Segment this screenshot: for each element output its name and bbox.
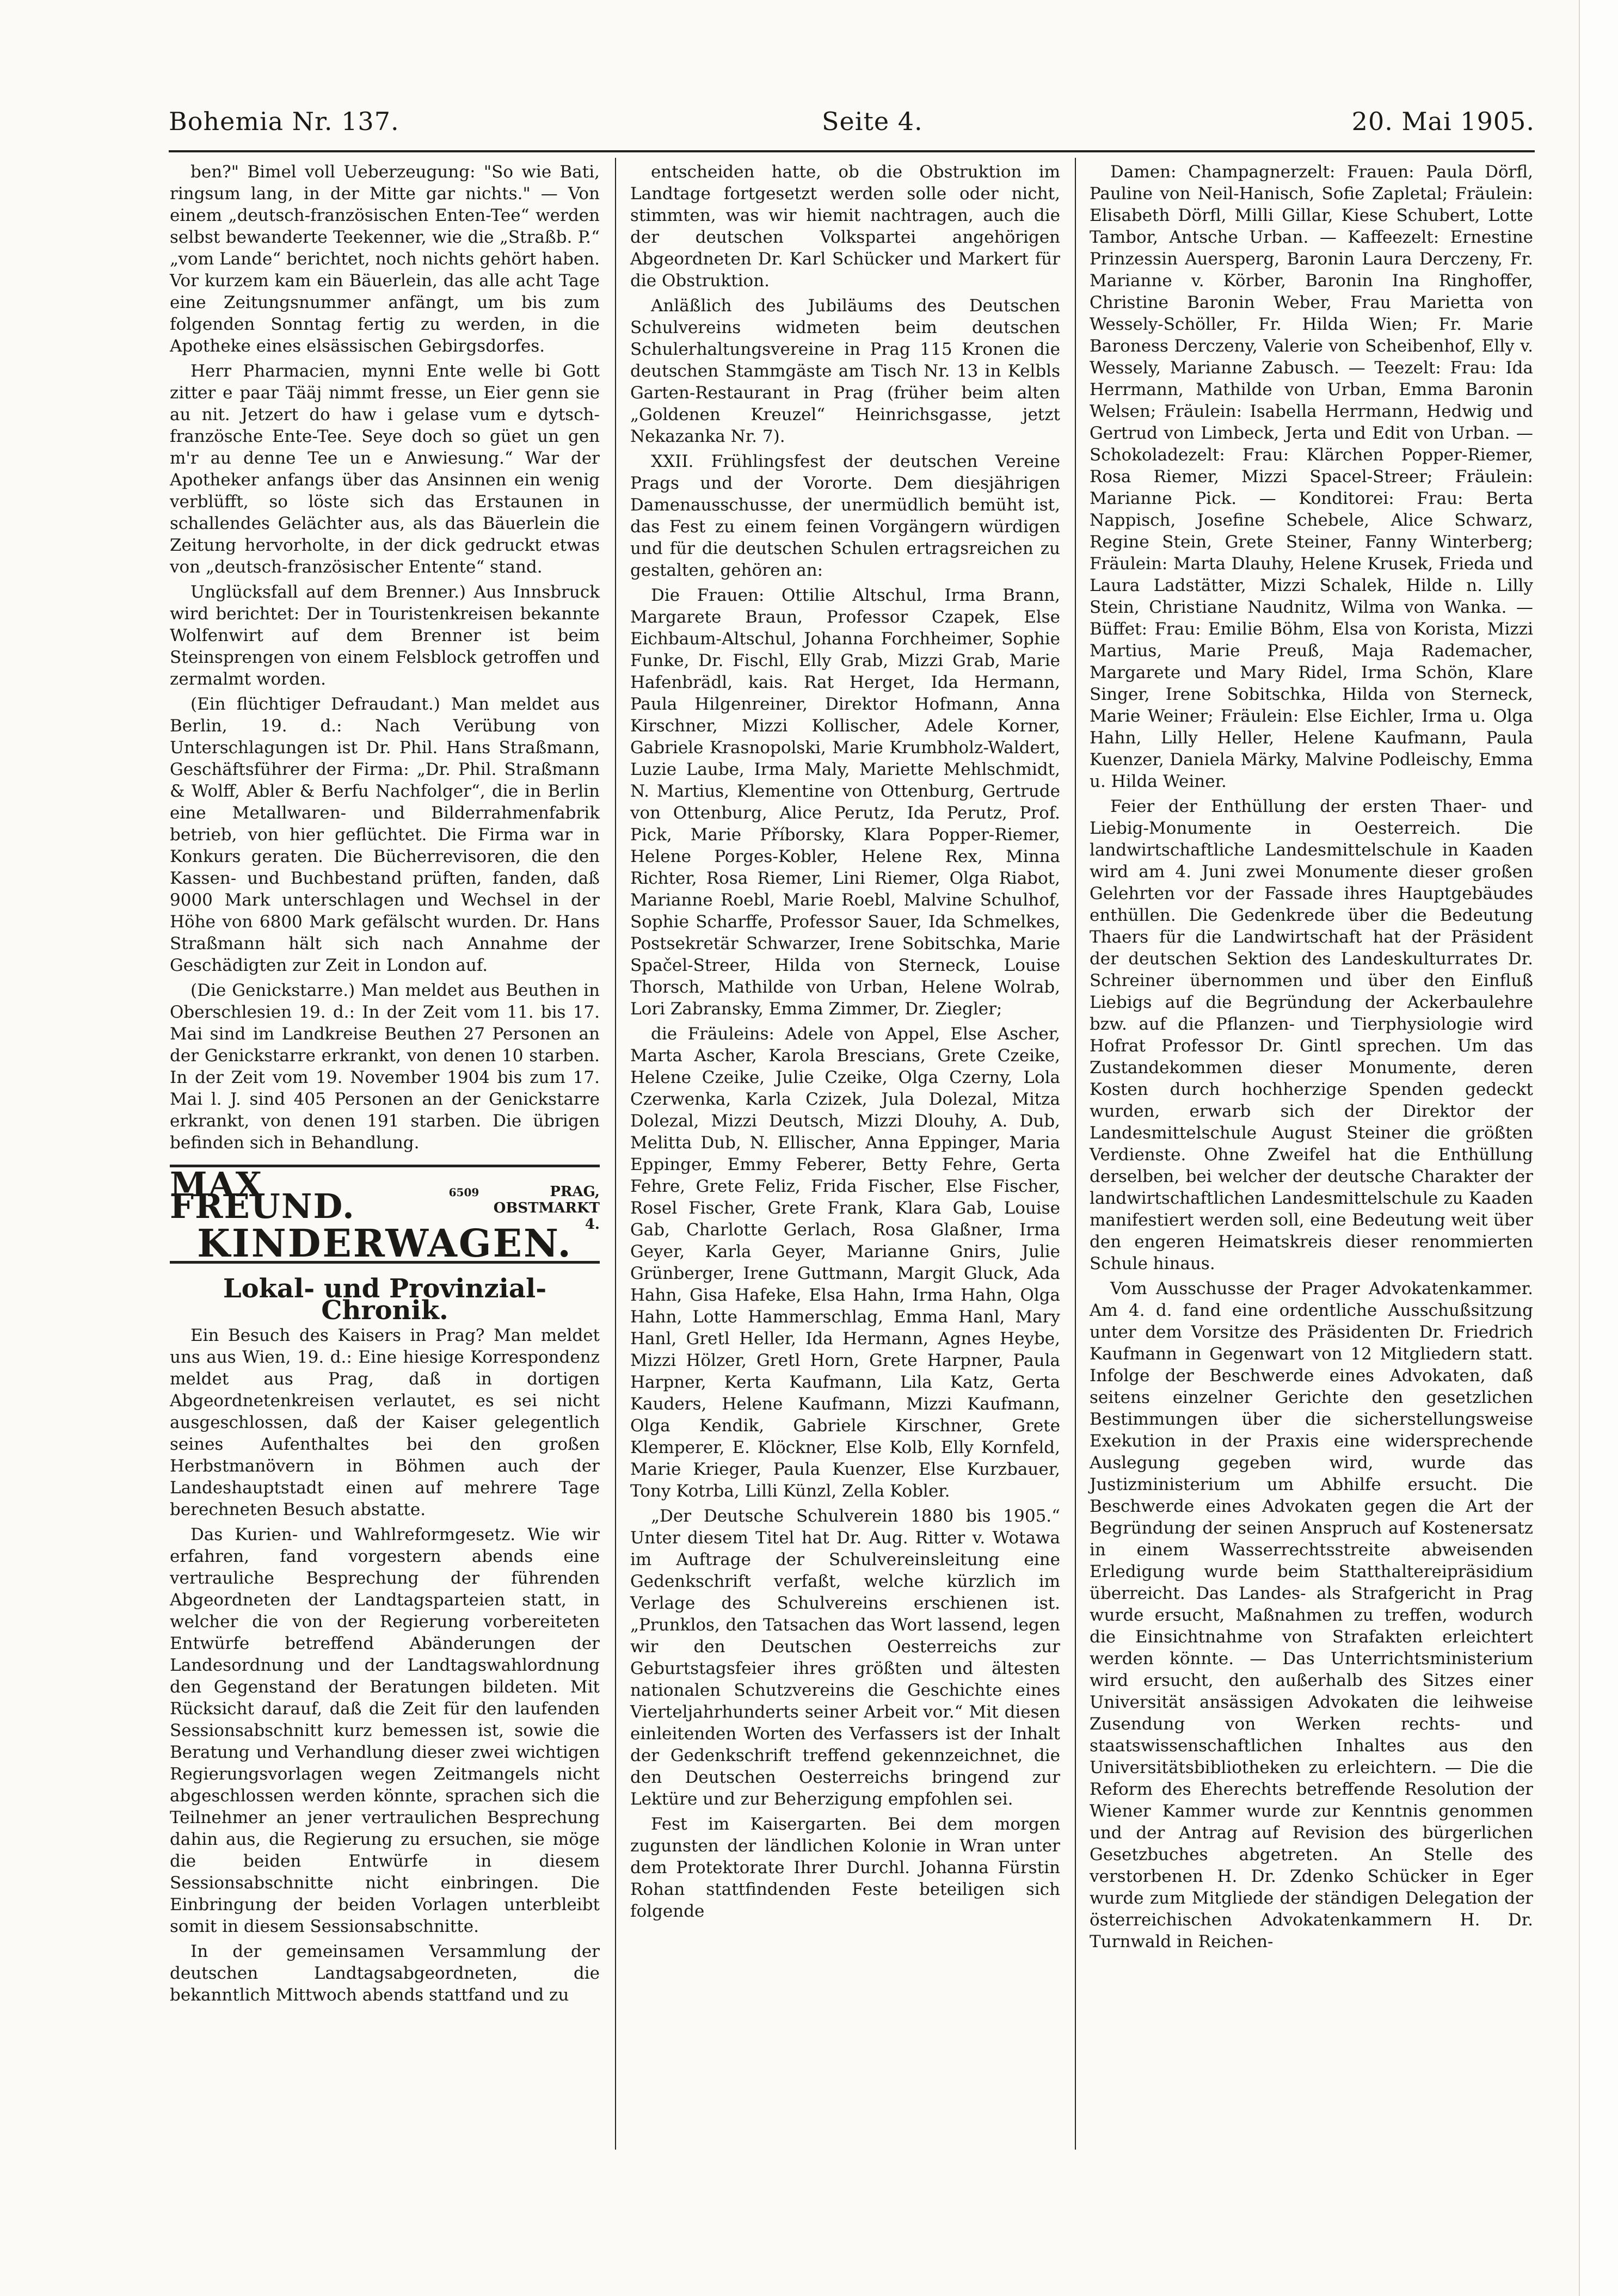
article-wahlreform: Das Kurien- und Wahlreformgesetz. Wie wir erfahren, fand vorgestern abends eine vertrauliche Besprechung der führenden Abgeordneten der Landtagsparteien statt, in welcher die von der Regierung vorbereiteten Entwürfe betreffend Abänderungen der Landesordnung und der Landtagswahlordnung den Gegenstand der Beratungen bildeten. Mit Rücksicht darauf, daß die Zeit für den laufenden Sessionsabschnitt kurz bemessen ist, sowie die Beratung und Verhandlung dieser zwei wichtigen Regierungsvorlagen wegen Zeitmangels nicht abgeschlossen werden könnte, sprachen sich die Teilnehmer an jener vertraulichen Besprechung dahin aus, die Regierung zu ersuchen, sie möge die beiden Entwürfe in diesem Sessionsabschnitte nicht einbringen. Die Einbringung der beiden Vorlagen unterbleibt somit in diesem Sessionsabschnitte. [170,1525,600,1936]
ad-address-line-2: OBSTMARKT 4. [493,1200,600,1233]
article-defraudant: (Ein flüchtiger Defraudant.) Man meldet aus Berlin, 19. d.: Nach Verübung von Unterschlagungen ist Dr. Phil. Hans Straßmann, Geschäftsführer der Firma: „Dr. Phil. Straßmann & Wolff, Abler & Berfu Nachfolger“, die in Berlin eine Metallwaren- und Bilderrahmenfabrik betrieb, von hier geflüchtet. Die Firma war in Konkurs geraten. Die Bücherrevisoren, die den Kassen- und Buchbestand prüften, fanden, daß 9000 Mark unterschlagen und Wechsel in der Höhe von 6800 Mark gefälscht wurden. Dr. Hans Straßmann hält sich nach Annahme der Geschädigten zur Zeit in London auf. [170,694,600,975]
article-schulverein: „Der Deutsche Schulverein 1880 bis 1905.“ Unter diesem Titel hat Dr. Aug. Ritter v. Wotawa im Auftrage der Schulvereinsleitung eine Gedenkschrift verfaßt, welche kürzlich im Verlage des Schulvereins erschienen ist. „Prunklos, den Tatsachen das Wort lassend, legen wir den Deutschen Oesterreichs zur Geburtstagsfeier ihres größten und ältesten nationalen Schutzvereins die Geschichte eines Vierteljahrhunderts seiner Arbeit vor.“ Mit diesen einleitenden Worten des Verfassers ist der Inhalt der Gedenkschrift treffend gekennzeichnet, die den Deutschen Oesterreichs bringend zur Lektüre und zur Beherzigung empfohlen sei. [630,1506,1060,1809]
list-fraeuleins: die Fräuleins: Adele von Appel, Else Ascher, Marta Ascher, Karola Brescians, Grete Czeike, Helene Czeike, Julie Czeike, Olga Czerny, Lola Czerwenka, Karla Czizek, Jula Dolezal, Mitza Dolezal, Mizzi Deutsch, Mizzi Dlouhy, A. Dub, Melitta Dub, N. Ellischer, Anna Eppinger, Maria Eppinger, Emmy Feberer, Betty Fehre, Gerta Fehre, Grete Feliz, Frida Fischer, Else Fischer, Rosel Fischer, Grete Frank, Klara Gab, Louise Gab, Charlotte Gerlach, Rosa Glaßner, Irma Geyer, Karla Geyer, Marianne Gnirs, Julie Grünberger, Irene Guttmann, Margit Gluck, Ada Hahn, Gisa Hafeke, Elsa Hahn, Irma Hahn, Olga Hahn, Lotte Hammerschlag, Emma Hanl, Mary Hanl, Gretl Heller, Ida Hermann, Agnes Heybe, Mizzi Hölzer, Gretl Horn, Grete Harpner, Paula Harpner, Kerta Kaufmann, Lila Katz, Gerta Kauders, Helene Kaufmann, Mizzi Kaufmann, Olga Kendik, Gabriele Kirschner, Grete Klemperer, E. Klöckner, Else Kolb, Elly Kornfeld, Marie Krieger, Paula Kuenzer, Else Kurzbauer, Tony Kotrba, Lilli Künzl, Zella Kobler. [630,1024,1060,1501]
page-header [169,107,1535,145]
page-edge [1579,0,1618,2296]
ad-company-name: MAX FREUND. [170,1165,355,1226]
section-title: Lokal- und Provinzial-Chronik. [223,1273,547,1326]
ad-number: 6509 [448,1186,479,1199]
newspaper-issue: Bohemia Nr. 137. [169,107,399,136]
header-rule [169,150,1535,152]
list-frauen: Die Frauen: Ottilie Altschul, Irma Brann, Margarete Braun, Professor Czapek, Else Eichbaum-Altschul, Johanna Forchheimer, Sophie Funke, Dr. Fischl, Elly Grab, Mizzi Grab, Marie Hafenbrädl, kais. Rat Herget, Ida Hermann, Paula Hilgenreiner, Direktor Hofmann, Anna Kirschner, Mizzi Kollischer, Adele Korner, Gabriele Krasnopolski, Marie Krumbholz-Waldert, Luzie Laube, Irma Maly, Mariette Mehlschmidt, N. Martius, Klementine von Ottenburg, Gertrude von Ottenburg, Alice Perutz, Ida Perutz, Prof. Pick, Marie Příborsky, Klara Popper-Riemer, Helene Porges-Kobler, Helene Rex, Minna Richter, Rosa Riemer, Lini Riemer, Olga Riabot, Marianne Roebl, Marie Roebl, Malvine Schulhof, Sophie Scharffe, Professor Sauer, Ida Schmelkes, Postsekretär Schwarzer, Irene Sobitschka, Marie Spačel-Streer, Hilda von Sterneck, Louise Thorsch, Mathilde von Urban, Helene Wolrab, Lori Zabransky, Emma Zimmer, Dr. Ziegler; [630,586,1060,1019]
column-rule-1 [615,158,616,2150]
article-advokatenkammer: Vom Ausschusse der Prager Advokatenkammer. Am 4. d. fand eine ordentliche Ausschußsitzung unter dem Vorsitze des Präsidenten Dr. Friedrich Kaufmann in Gegenwart von 12 Mitgliedern statt. Infolge der Beschwerde eines Advokaten, daß seitens einzelner Gerichte den gesetzlichen Bestimmungen über die sicherstellungsweise Exekution in der Praxis eine widersprechende Auslegung gegeben wird, wurde das Justizministerium um Abhilfe ersucht. Die Beschwerde eines Advokaten gegen die Art der Begründung der seinen Anspruch auf Kostenersatz in einem Wasserrechtsstreite abweisenden Erledigung wurde beim Statthaltereipräsidium überreicht. Das Landes- als Strafgericht in Prag wurde ersucht, Maßnahmen zu treffen, wodurch die Einsichtnahme von Strafakten erleichtert werden könnte. — Das Unterrichtsministerium wird ersucht, den außerhalb des Sitzes einer Universität ansässigen Advokaten die leihweise Zusendung von Werken rechts- und staatswissenschaftlichen Inhaltes aus den Universitätsbibliotheken zu erleichtern. — Die die Reform des Eherechts betreffende Resolution der Wiener Kammer wurde zur Kenntnis genommen und der Antrag auf Revision des bürgerlichen Gesetzbuches abgetreten. An Stelle des verstorbenen H. Dr. Zdenko Schücker in Eger wurde zum Mitgliede der ständigen Delegation der österreichischen Advokatenkammern H. Dr. Turnwald in Reichen- [1090,1279,1533,1952]
article-kaisergarten: Fest im Kaisergarten. Bei dem morgen zugunsten der ländlichen Kolonie in Wran unter dem Protektorate Ihrer Durchl. Johanna Fürstin Rohan stattfindenden Feste beteiligen sich folgende [630,1814,1060,1921]
article-kaiser-visit: Ein Besuch des Kaisers in Prag? Man meldet uns aus Wien, 19. d.: Eine hiesige Korrespondenz meldet aus Prag, daß in dortigen Abgeordnetenkreisen verlautet, es sei nicht ausgeschlossen, daß der Kaiser gelegentlich seines Aufenthaltes bei den großen Herbstmanövern in Böhmen auch der Landeshauptstadt einen auf mehrere Tage berechneten Besuch abstatte. [170,1326,600,1519]
column-rule-2 [1075,158,1076,2150]
article-paragraph: Herr Pharmacien, mynni Ente welle bi Gott zitter e paar Tääj nimmt fresse, un Eier genn sie au nit. Jetzert do haw i gelase vum e dytsch-französche Ente-Tee. Seye doch so güet un gen m'r au denne Tee un e Anwiesung.“ War der Apotheker anfangs über das Ansinnen ein wenig verblüfft, so löste sich das Erstaunen in schallendes Gelächter aus, als das Bäuerlein die Zeitung hervorholte, in der dick gedruckt etwas von „deutsch-französischer Entente“ stand. [170,361,600,577]
article-thaer-liebig: Feier der Enthüllung der ersten Thaer- und Liebig-Monumente in Oesterreich. Die landwirtschaftliche Landesmittelschule in Kaaden wird am 4. Juni zwei Monumente dieser großen Gelehrten vor der Fassade ihres Hauptgebäudes enthüllen. Die Gedenkrede über die Bedeutung Thaers für die Landwirtschaft hat der Präsident der deutschen Sektion des Landeskulturrates Dr. Schreiner übernommen und über den Einfluß Liebigs auf die Begründung der Ackerbaulehre bzw. auf die Pflanzen- und Tierphysiologie wird Hofrat Professor Dr. Gintl sprechen. Um das Zustandekommen dieser Monumente, deren Kosten durch hochherzige Spenden gedeckt wurden, erwarb sich der Direktor der Landesmittelschule August Steiner die größten Verdienste. Ohne Zweifel hat die Enthüllung derselben, bei welcher der deutsche Charakter der landwirtschaftlichen Landesmittelschule zu Kaaden manifestiert werden soll, eine Bedeutung weit über den engeren Heimatskreis dieser renommierten Schule hinaus. [1090,797,1533,1273]
article-fruehlingsfest: XXII. Frühlingsfest der deutschen Vereine Prags und der Vororte. Dem diesjährigen Damenausschusse, der unermüdlich bemüht ist, das Fest zu einem feinen Vorgängern würdigen und für die deutschen Schulen ertragsreichen zu gestalten, gehören an: [630,452,1060,580]
article-versammlung: In der gemeinsamen Versammlung der deutschen Landtagsabgeordneten, die bekanntlich Mittwoch abends stattfand und zu [170,1942,600,2005]
column-2 [630,161,1060,1925]
article-paragraph: entscheiden hatte, ob die Obstruktion im Landtage fortgesetzt werden solle oder nicht, stimmten, was wir hiemit nachtragen, auch die der deutschen Volkspartei angehörigen Abgeordneten Dr. Karl Schücker und Markert für die Obstruktion. [630,162,1060,291]
advertisement [170,1165,600,1264]
ad-address-line-1: PRAG, [550,1184,600,1200]
article-paragraph: ben?" Bimel voll Ueberzeugung: "So wie Bati, ringsum lang, in der Mitte gar nichts." — Von einem „deutsch-französischen Enten-Tee“ werden selbst bewanderte Teekenner, wie die „Straßb. P.“ „vom Lande“ berichtet, noch nichts gehört haben. Vor kurzem kam ein Bäuerlein, das alle acht Tage eine Zeitungsnummer anfängt, um bis zum folgenden Sonntag fertig zu werden, in die Apotheke eines elsässischen Gebirgsdorfes. [170,162,600,356]
issue-date: 20. Mai 1905. [1351,107,1535,136]
article-brenner-accident: Unglücksfall auf dem Brenner.) Aus Innsbruck wird berichtet: Der in Touristenkreisen bekannte Wolfenwirt auf dem Brenner ist beim Steinsprengen von einem Felsblock getroffen und zermalmt worden. [170,582,600,689]
article-jubilaeum: Anläßlich des Jubiläums des Deutschen Schulvereins widmeten beim deutschen Schulerhaltungsvereine in Prag 115 Kronen die deutschen Stammgäste am Tisch Nr. 13 in Kelbls Garten-Restaurant in Prag (früher beim alten „Goldenen Kreuzel“ Heinrichsgasse, jetzt Nekazanka Nr. 7). [630,296,1060,446]
column-1 [170,161,600,2009]
ad-product: KINDERWAGEN. [197,1221,573,1266]
column-3 [1090,161,1533,1956]
article-genickstarre: (Die Genickstarre.) Man meldet aus Beuthen in Oberschlesien 19. d.: In der Zeit vom 11. bis 17. Mai sind im Landkreise Beuthen 27 Personen an der Genickstarre erkrankt, von denen 10 starben. In der Zeit vom 19. November 1904 bis zum 17. Mai l. J. sind 405 Personen an der Genickstarre erkrankt, von denen 191 starben. Die übrigen befinden sich in Behandlung. [170,981,600,1153]
list-damen-zelte: Damen: Champagnerzelt: Frauen: Paula Dörfl, Pauline von Neil-Hanisch, Sofie Zapletal; Fräulein: Elisabeth Dörfl, Milli Gillar, Kiese Schubert, Lotte Tambor, Antsche Urban. — Kaffeezelt: Ernestine Prinzessin Auersperg, Baronin Laura Derczeny, Fr. Marianne v. Körber, Baronin Ina Ringhoffer, Christine Baronin Weber, Frau Marietta von Wessely-Schöller, Fr. Hilda Wien; Fr. Marie Baroness Derczeny, Valerie von Scheibenhof, Elly v. Wessely, Marianne Zabusch. — Teezelt: Frau: Ida Herrmann, Mathilde von Urban, Emma Baronin Welsen; Fräulein: Isabella Herrmann, Hedwig und Gertrud von Limbeck, Jerta und Edit von Urban. — Schokoladezelt: Frau: Klärchen Popper-Riemer, Rosa Riemer, Mizzi Spacel-Streer; Fräulein: Marianne Pick. — Konditorei: Frau: Berta Nappisch, Josefine Schebele, Alice Schwarz, Regine Stein, Grete Steiner, Fanny Winterberg; Fräulein: Marta Dlauhy, Helene Krusek, Frieda und Laura Ladstätter, Mizzi Schalek, Hilde n. Lilly Stein, Christiane Naudnitz, Wilma von Wanka. — Büffet: Frau: Emilie Böhm, Elsa von Korista, Mizzi Martius, Marie Preuß, Maja Rademacher, Margarete und Mary Ridel, Irma Schön, Klare Singer, Irene Sobitschka, Hilda von Sterneck, Marie Weiner; Fräulein: Else Eichler, Irma u. Olga Hahn, Lilly Heller, Helene Kaufmann, Paula Kuenzer, Daniela Märky, Malvine Podleischy, Emma u. Hilda Weiner. [1090,162,1533,791]
page-number: Seite 4. [822,107,923,136]
